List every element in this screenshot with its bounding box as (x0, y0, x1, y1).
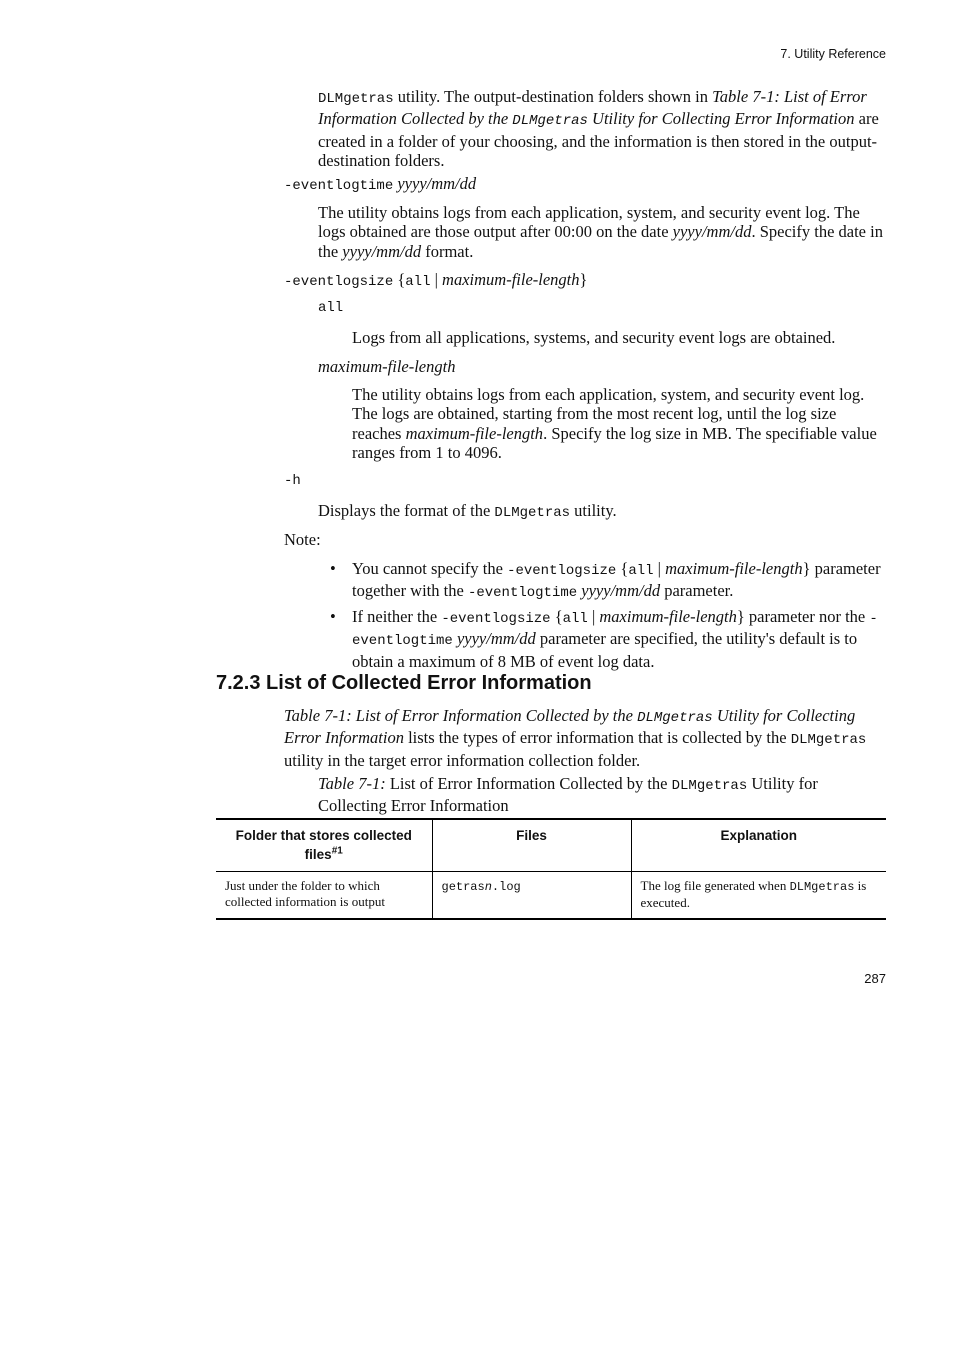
header-folder: Folder that stores collected files$^{\#1}$ (235, 828, 412, 862)
value-mfl-label: maximum-file-length (318, 357, 456, 376)
option-eventlogsize: -eventlogsize {all | maximum-file-length} (284, 270, 588, 290)
option-h: -h (284, 473, 301, 489)
cell-explanation: The log file generated when DLMgetras is executed. (631, 872, 886, 920)
note-bullet-1: • You cannot specify the -eventlogsize {all | maximum-file-length} parameter together with the -eventlogtime yyyy/mm/dd parameter. (330, 559, 881, 602)
table-caption: Table 7-1: List of Error Information Collected by the DLMgetras Utility for Collecting Error Information (318, 774, 818, 816)
error-info-table (216, 818, 886, 920)
page-number: 287 (864, 971, 886, 986)
intro-text: utility. The output-destination folders shown in (393, 87, 713, 106)
intro-text-end: are created in a folder of your choosing, and the information is then stored in the output-destination folders. (318, 109, 879, 170)
section-paragraph: Table 7-1: List of Error Information Collected by the DLMgetras Utility for Collecting Error Information lists the types of error information that is collected by the DLMgetras utility in the target error information collection folder. (284, 706, 867, 770)
table-header-row (216, 819, 886, 872)
section-heading: 7.2.3 List of Collected Error Information (216, 672, 592, 694)
cell-file: getrasn.log (432, 872, 631, 920)
intro-paragraph (318, 87, 886, 170)
cell-folder: Just under the folder to which collected information is output (225, 878, 385, 909)
h-description: Displays the format of the DLMgetras utility. (318, 501, 617, 521)
value-all-label: all (318, 300, 344, 316)
running-header: 7. Utility Reference (780, 47, 886, 61)
bullet-icon: • (330, 559, 336, 578)
header-explanation: Explanation (631, 819, 886, 872)
eventlogtime-description: The utility obtains logs from each application, system, and security event log. The logs obtained are those output after 00:00 on the date yyyy/mm/dd. Specify the date in the yyyy/mm/dd format. (318, 203, 883, 261)
value-mfl-description: The utility obtains logs from each application, system, and security event log. The logs are obtained, starting from the most recent log, until the log size reaches maximum-file-length. Specify the log size in MB. The specifiable value ranges from 1 to 4096. (352, 385, 877, 462)
code-dlmgetras: DLMgetras (318, 91, 394, 107)
note-label: Note: (284, 530, 321, 549)
table-reference: Table 7-1: List of Error Information Collected by the DLMgetras Utility for Collecting Error Information (318, 87, 867, 130)
table-row (216, 872, 886, 920)
bullet-icon: • (330, 607, 336, 626)
value-all-description: Logs from all applications, systems, and security event logs are obtained. (352, 328, 836, 347)
option-eventlogtime: -eventlogtime yyyy/mm/dd (284, 174, 477, 194)
header-files: Files (432, 819, 631, 872)
table-reference: Table 7-1: List of Error Information Collected by the DLMgetras Utility for Collecting Error Information (284, 706, 856, 748)
note-bullet-2: • If neither the -eventlogsize {all | maximum-file-length} parameter nor the -eventlogtime yyyy/mm/dd parameter are specified, the utility's default is to obtain a maximum of 8 MB of event log data. (330, 607, 878, 671)
